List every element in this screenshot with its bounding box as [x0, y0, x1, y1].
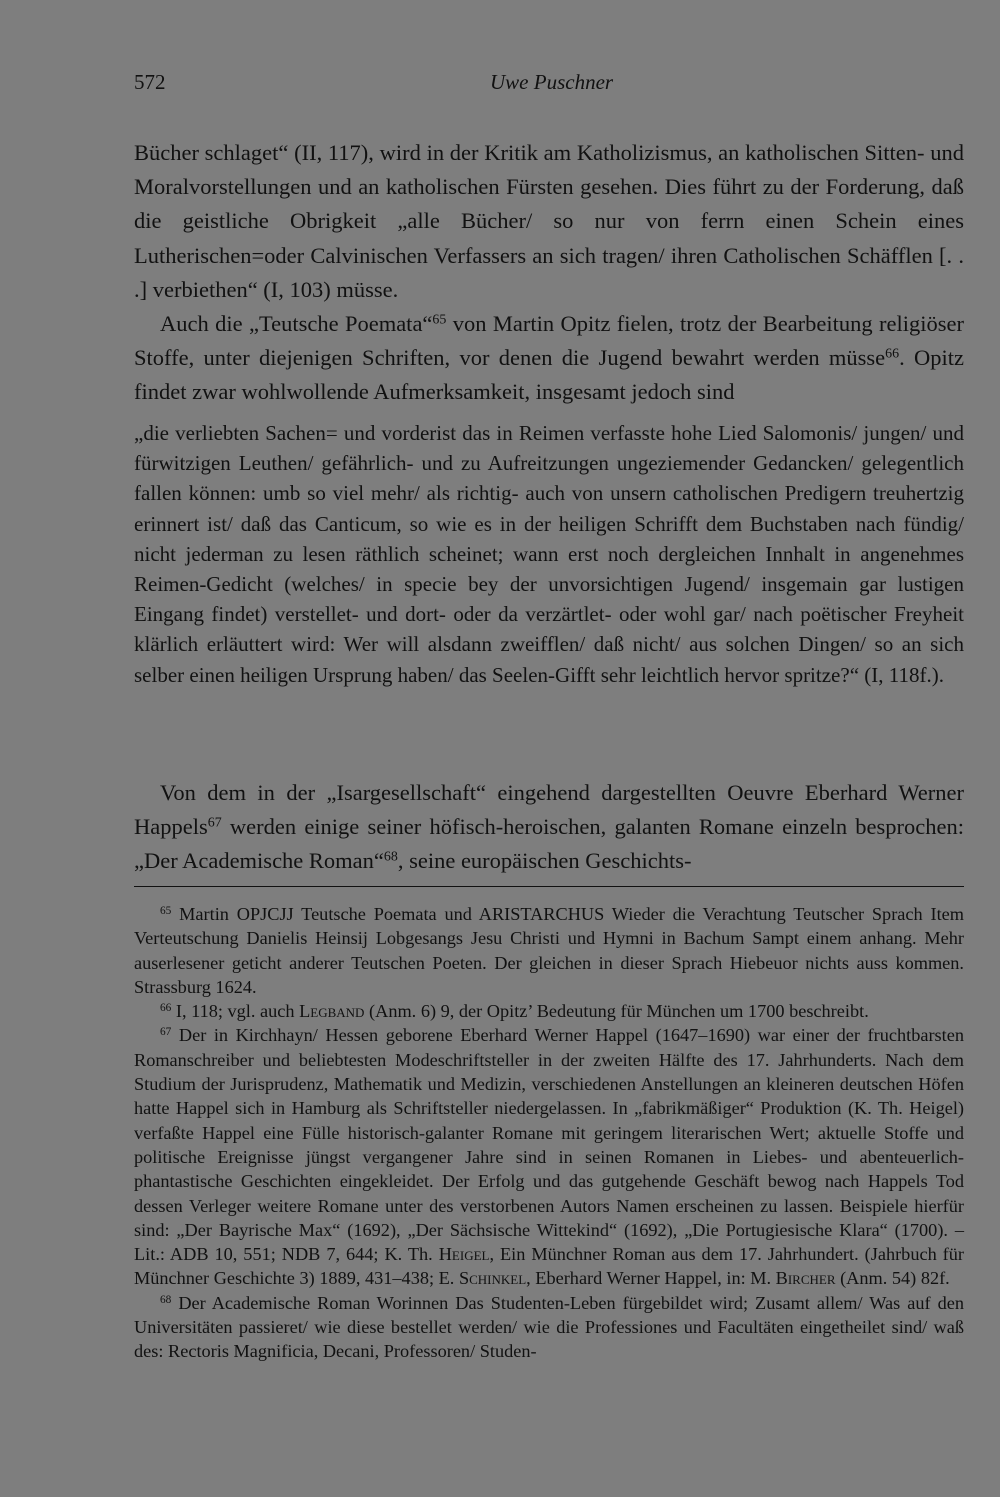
- block-quote: [134, 418, 964, 690]
- paragraph: Bücher schlaget“ (II, 117), wird in der Kritik am Katholizismus, an katholischen Sitten- und Moralvorstellungen und an katholischen Fürsten gesehen. Dies führt zu der Forderung, daß die geistliche Obrigkeit „alle Bücher/ so nur von ferrn einen Schein eines Lutherischen=oder Calvinischen Verfassers an sich tragen/ ihren Catholischen Schäfflen [. . .] verbiethen“ (I, 103) müsse.: [134, 140, 964, 302]
- author-name: Schinkel: [458, 1268, 527, 1289]
- main-text-continued: [134, 776, 964, 879]
- author-name: Legband: [299, 1001, 365, 1022]
- quote-text: „die verliebten Sachen= und vorderist das in Reimen verfasste hohe Lied Salomonis/ jungen/ und fürwitzigen Leuthen/ gefährlich- und zu Aufreitzungen ungeziemender Gedancken/ gelegentlich fallen können: umb so viel mehr/ als richtig- auch von unsern catholischen Predigern treuhertzig erinnert ist/ daß das Canticum, so wie es in der heiligen Schrifft dem Buchstaben nach fündig/ nicht jederman zu lesen räthlich scheinet; wann erst noch dergleichen Innhalt in angenehmes Reimen-Gedicht (welches/ in specie bey der unvorsichtigen Jugend/ insgemain gar lustigen Eingang findet) verstellet- und dort- oder da verzärtlet- oder wohl gar/ nach poëtischer Freyheit klärlich erläuttert wird: Wer will alsdann zweifflen/ daß nicht/ aus solchen Dingen/ so an sich selber einen heiligen Ursprung haben/ das Seelen-Gifft sehr leichtlich hervor spritze?“ (I, 118f.).: [134, 421, 964, 687]
- footnote-ref-67[interactable]: 67: [207, 815, 222, 831]
- footnote-67: [134, 1023, 964, 1290]
- paragraph: [134, 776, 964, 879]
- running-head: Uwe Puschner: [490, 70, 614, 94]
- author-name: Heigel: [438, 1244, 490, 1265]
- footnote-65: [134, 902, 964, 999]
- footnote-text: I, 118; vgl. auch: [175, 1001, 300, 1022]
- footnote-text: Der Academische Roman Worinnen Das Studenten-Leben fürgebildet wird; Zusamt allem/ Was auf den Universitäten passieret/ wie diese bestellet werden/ wie die Professiones und Facultäten eingetheilet sind/ waß des: Rectoris Magnificia, Decani, Professoren/ Studen-: [134, 1292, 964, 1362]
- text-run: werden einige seiner höfisch-heroischen, galanten Romane einzeln besprochen: „Der Academische Roman“: [134, 814, 964, 874]
- footnote-68: [134, 1291, 964, 1364]
- footnote-number: 66: [160, 1001, 172, 1014]
- text-run: Von dem in der „Isargesellschaft“ eingehend dargestellten Oeuvre Eberhard Werner Happels: [134, 780, 964, 840]
- text-run: , seine europäischen Geschichts-: [397, 848, 692, 874]
- footnote-text: Der in Kirchhayn/ Hessen geborene Eberhard Werner Happel (1647–1690) war einer der fruchtbarsten Romanschreiber und beliebtesten Modeschriftsteller in der zweiten Hälfte des 17. Jahrhunderts. Nach dem Studium der Jurisprudenz, Mathematik und Medizin, verschiedenen Anstellungen an kleineren deutschen Höfen hatte Happel sich in Hamburg als Schriftsteller niedergelassen. In „fabrikmäßiger“ Produktion (K. Th. Heigel) verfaßte Happel eine Fülle historisch-galanter Romane mit geringem literarischen Wert; aktuelle Stoffe und politische Ereignisse jüngst vergangener Jahre sind in seinen Romanen in Liebes- und abenteuerlich-phantastische Geschichten eingekleidet. Der Erfolg und das gutgehende Geschäft bewog nach Happels Tod dessen Verleger weitere Romane unter des verstorbenen Autors Namen erscheinen zu lassen. Beispiele hierfür sind: „Der Bayrische Max“ (1692), „Der Sächsische Wittekind“ (1692), „Die Portugiesische Klara“ (1700). – Lit.: ADB 10, 551; NDB 7, 644; K. Th.: [134, 1025, 964, 1265]
- footnote-number: 67: [160, 1026, 172, 1039]
- footnotes: [134, 902, 964, 1364]
- author-name: Bircher: [775, 1268, 836, 1289]
- text-run: . Opitz findet zwar wohlwollende Aufmerksamkeit, insgesamt jedoch sind: [134, 345, 964, 405]
- footnote-number: 68: [160, 1293, 172, 1306]
- footnote-ref-68[interactable]: 68: [383, 849, 398, 865]
- footnote-66: [134, 999, 964, 1023]
- footnote-ref-66[interactable]: 66: [885, 346, 900, 362]
- main-text: [134, 136, 964, 410]
- footnote-text: (Anm. 54) 82f.: [835, 1268, 950, 1289]
- footnote-text: , Ein Münchner Roman aus dem 17. Jahrhundert. (Jahrbuch für Münchner Geschichte 3) 1889, 431–438; E.: [134, 1244, 964, 1289]
- page-number: 572: [134, 70, 166, 94]
- text-run: Auch die „Teutsche Poemata“: [160, 311, 433, 337]
- footnote-divider: [134, 886, 964, 887]
- footnote-text: , Eberhard Werner Happel, in: M.: [526, 1268, 776, 1289]
- footnote-text: Martin OPJCJJ Teutsche Poemata und ARISTARCHUS Wieder die Verachtung Teutscher Sprach Item Verteutschung Danielis Heinsij Lobgesangs Jesu Christi und Hymni in Bachum Sampt einem anhang. Mehr auserlesener geticht anderer Teutschen Poeten. Der gleichen in dieser Sprach Hiebeuor nichts auss kommen. Strassburg 1624.: [134, 904, 964, 997]
- paragraph: [134, 307, 964, 410]
- footnote-text: (Anm. 6) 9, der Opitz’ Bedeutung für München um 1700 beschreibt.: [364, 1001, 869, 1022]
- footnote-ref-65[interactable]: 65: [432, 312, 447, 328]
- page-header: [134, 70, 960, 104]
- text-run: von Martin Opitz fielen, trotz der Bearbeitung religiöser Stoffe, unter diejenigen Schriften, vor denen die Jugend bewahrt werden müsse: [134, 311, 965, 371]
- footnote-number: 65: [160, 904, 172, 917]
